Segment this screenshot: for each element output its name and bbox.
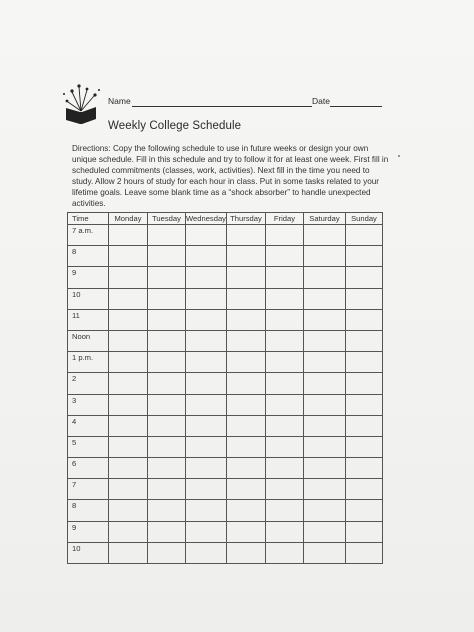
table-row bbox=[68, 352, 383, 373]
schedule-cell[interactable] bbox=[265, 479, 303, 500]
schedule-cell[interactable] bbox=[265, 373, 303, 394]
time-cell: 7 bbox=[68, 479, 109, 500]
schedule-cell[interactable] bbox=[109, 352, 148, 373]
schedule-cell[interactable] bbox=[345, 436, 382, 457]
schedule-cell[interactable] bbox=[226, 436, 265, 457]
table-row bbox=[68, 542, 383, 563]
schedule-cell[interactable] bbox=[109, 373, 148, 394]
schedule-cell[interactable] bbox=[148, 352, 186, 373]
time-cell: Noon bbox=[68, 330, 109, 351]
schedule-cell[interactable] bbox=[345, 330, 382, 351]
schedule-cell[interactable] bbox=[186, 309, 227, 330]
column-header-tuesday: Tuesday bbox=[148, 213, 186, 225]
schedule-cell[interactable] bbox=[186, 267, 227, 288]
schedule-cell[interactable] bbox=[226, 500, 265, 521]
schedule-cell[interactable] bbox=[226, 309, 265, 330]
schedule-cell[interactable] bbox=[186, 436, 227, 457]
schedule-cell[interactable] bbox=[148, 479, 186, 500]
schedule-cell[interactable] bbox=[186, 288, 227, 309]
schedule-cell[interactable] bbox=[303, 246, 345, 267]
schedule-cell[interactable] bbox=[148, 330, 186, 351]
schedule-cell[interactable] bbox=[109, 415, 148, 436]
schedule-cell[interactable] bbox=[303, 330, 345, 351]
time-cell: 10 bbox=[68, 288, 109, 309]
schedule-cell[interactable] bbox=[345, 415, 382, 436]
schedule-cell[interactable] bbox=[265, 330, 303, 351]
schedule-cell[interactable] bbox=[148, 225, 186, 246]
time-cell: 8 bbox=[68, 500, 109, 521]
page-title: Weekly College Schedule bbox=[108, 120, 242, 132]
schedule-cell[interactable] bbox=[303, 267, 345, 288]
schedule-cell[interactable] bbox=[303, 458, 345, 479]
schedule-cell[interactable] bbox=[186, 225, 227, 246]
table-row bbox=[68, 415, 383, 436]
schedule-cell[interactable] bbox=[109, 309, 148, 330]
schedule-cell[interactable] bbox=[148, 267, 186, 288]
time-cell: 9 bbox=[68, 267, 109, 288]
schedule-cell[interactable] bbox=[109, 394, 148, 415]
schedule-cell[interactable] bbox=[148, 436, 186, 457]
schedule-cell[interactable] bbox=[186, 373, 227, 394]
schedule-cell[interactable] bbox=[265, 521, 303, 542]
schedule-cell[interactable] bbox=[226, 458, 265, 479]
schedule-cell[interactable] bbox=[345, 373, 382, 394]
time-cell: 9 bbox=[68, 521, 109, 542]
schedule-cell[interactable] bbox=[186, 500, 227, 521]
schedule-cell[interactable] bbox=[226, 521, 265, 542]
schedule-cell[interactable] bbox=[303, 373, 345, 394]
schedule-cell[interactable] bbox=[345, 394, 382, 415]
table-row bbox=[68, 309, 383, 330]
schedule-cell[interactable] bbox=[109, 246, 148, 267]
schedule-cell[interactable] bbox=[303, 479, 345, 500]
column-header-monday: Monday bbox=[109, 213, 148, 225]
schedule-cell[interactable] bbox=[226, 330, 265, 351]
schedule-cell[interactable] bbox=[345, 288, 382, 309]
schedule-cell[interactable] bbox=[109, 225, 148, 246]
schedule-cell[interactable] bbox=[186, 458, 227, 479]
schedule-cell[interactable] bbox=[303, 521, 345, 542]
schedule-cell[interactable] bbox=[345, 458, 382, 479]
schedule-cell[interactable] bbox=[186, 246, 227, 267]
schedule-cell[interactable] bbox=[303, 225, 345, 246]
date-label: Date bbox=[312, 96, 330, 106]
schedule-cell[interactable] bbox=[186, 352, 227, 373]
schedule-cell[interactable] bbox=[186, 330, 227, 351]
schedule-cell[interactable] bbox=[226, 288, 265, 309]
table-row bbox=[68, 225, 383, 246]
schedule-cell[interactable] bbox=[226, 394, 265, 415]
schedule-cell[interactable] bbox=[265, 225, 303, 246]
schedule-cell[interactable] bbox=[265, 500, 303, 521]
time-cell: 11 bbox=[68, 309, 109, 330]
column-header-saturday: Saturday bbox=[303, 213, 345, 225]
weekly-schedule-table bbox=[67, 212, 383, 564]
directions-paragraph: Directions: Copy the following schedule to use in future weeks or design your own unique schedule. Fill in this schedule and try to follow it for at least one week. First fill in scheduled commitments (classes, work, activities). Next fill in the time you need to study. Allow 2 hours of study for each hour in class. Put in some tasks related to your lifetime goals. Leave some blank time as a “shock absorber” to handle unexpected activities. bbox=[72, 144, 389, 208]
name-label: Name bbox=[108, 96, 131, 106]
schedule-cell[interactable] bbox=[186, 415, 227, 436]
schedule-cell[interactable] bbox=[109, 479, 148, 500]
table-row bbox=[68, 394, 383, 415]
schedule-cell[interactable] bbox=[148, 521, 186, 542]
column-header-friday: Friday bbox=[265, 213, 303, 225]
schedule-cell[interactable] bbox=[186, 542, 227, 563]
schedule-cell[interactable] bbox=[345, 479, 382, 500]
schedule-cell[interactable] bbox=[303, 436, 345, 457]
schedule-cell[interactable] bbox=[109, 436, 148, 457]
schedule-cell[interactable] bbox=[303, 352, 345, 373]
schedule-cell[interactable] bbox=[303, 288, 345, 309]
schedule-cell[interactable] bbox=[265, 246, 303, 267]
schedule-cell[interactable] bbox=[303, 394, 345, 415]
schedule-cell[interactable] bbox=[345, 267, 382, 288]
schedule-cell[interactable] bbox=[109, 542, 148, 563]
schedule-cell[interactable] bbox=[303, 309, 345, 330]
schedule-cell[interactable] bbox=[345, 225, 382, 246]
schedule-cell[interactable] bbox=[226, 479, 265, 500]
schedule-cell[interactable] bbox=[265, 267, 303, 288]
schedule-cell[interactable] bbox=[265, 542, 303, 563]
table-row bbox=[68, 330, 383, 351]
time-cell: 1 p.m. bbox=[68, 352, 109, 373]
schedule-cell[interactable] bbox=[109, 267, 148, 288]
schedule-cell[interactable] bbox=[186, 521, 227, 542]
table-row bbox=[68, 479, 383, 500]
table-row bbox=[68, 500, 383, 521]
table-row bbox=[68, 458, 383, 479]
table-row bbox=[68, 436, 383, 457]
table-row bbox=[68, 267, 383, 288]
time-cell: 2 bbox=[68, 373, 109, 394]
schedule-cell[interactable] bbox=[303, 542, 345, 563]
schedule-cell[interactable] bbox=[109, 521, 148, 542]
schedule-cell[interactable] bbox=[345, 542, 382, 563]
column-header-wednesday: Wednesday bbox=[186, 214, 226, 223]
schedule-cell[interactable] bbox=[148, 542, 186, 563]
book-with-stars-icon bbox=[62, 82, 102, 126]
name-field-line[interactable] bbox=[132, 106, 312, 107]
time-cell: 8 bbox=[68, 246, 109, 267]
schedule-cell[interactable] bbox=[148, 288, 186, 309]
schedule-cell[interactable] bbox=[303, 415, 345, 436]
schedule-cell[interactable] bbox=[109, 288, 148, 309]
time-cell: 6 bbox=[68, 458, 109, 479]
time-cell: 4 bbox=[68, 415, 109, 436]
schedule-cell[interactable] bbox=[148, 373, 186, 394]
schedule-cell[interactable] bbox=[226, 246, 265, 267]
schedule-cell[interactable] bbox=[226, 225, 265, 246]
schedule-cell[interactable] bbox=[265, 352, 303, 373]
schedule-cell[interactable] bbox=[226, 415, 265, 436]
schedule-cell[interactable] bbox=[148, 394, 186, 415]
time-cell: 5 bbox=[68, 436, 109, 457]
schedule-cell[interactable] bbox=[345, 246, 382, 267]
schedule-cell[interactable] bbox=[148, 415, 186, 436]
schedule-cell[interactable] bbox=[226, 373, 265, 394]
schedule-cell[interactable] bbox=[265, 458, 303, 479]
schedule-cell[interactable] bbox=[186, 394, 227, 415]
schedule-cell[interactable] bbox=[345, 352, 382, 373]
schedule-cell[interactable] bbox=[345, 309, 382, 330]
table-row bbox=[68, 373, 383, 394]
paper-speck bbox=[398, 155, 400, 157]
time-cell: 7 a.m. bbox=[68, 225, 109, 246]
table-row bbox=[68, 246, 383, 267]
schedule-cell[interactable] bbox=[265, 415, 303, 436]
schedule-cell[interactable] bbox=[265, 436, 303, 457]
schedule-cell[interactable] bbox=[109, 330, 148, 351]
schedule-cell[interactable] bbox=[265, 288, 303, 309]
date-field-line[interactable] bbox=[330, 106, 382, 107]
schedule-cell[interactable] bbox=[345, 521, 382, 542]
time-cell: 3 bbox=[68, 394, 109, 415]
schedule-cell[interactable] bbox=[226, 542, 265, 563]
schedule-cell[interactable] bbox=[109, 500, 148, 521]
column-header-time: Time bbox=[68, 213, 109, 225]
schedule-cell[interactable] bbox=[148, 309, 186, 330]
table-header-row bbox=[68, 213, 383, 225]
schedule-cell[interactable] bbox=[148, 458, 186, 479]
time-cell: 10 bbox=[68, 542, 109, 563]
schedule-cell[interactable] bbox=[265, 394, 303, 415]
schedule-cell[interactable] bbox=[345, 500, 382, 521]
schedule-cell[interactable] bbox=[226, 352, 265, 373]
table-row bbox=[68, 288, 383, 309]
table-row bbox=[68, 521, 383, 542]
schedule-cell[interactable] bbox=[186, 479, 227, 500]
schedule-cell[interactable] bbox=[303, 500, 345, 521]
column-header-thursday: Thursday bbox=[226, 213, 265, 225]
schedule-cell[interactable] bbox=[226, 267, 265, 288]
column-header-sunday: Sunday bbox=[345, 213, 382, 225]
schedule-cell[interactable] bbox=[148, 500, 186, 521]
schedule-cell[interactable] bbox=[148, 246, 186, 267]
schedule-cell[interactable] bbox=[265, 309, 303, 330]
schedule-cell[interactable] bbox=[109, 458, 148, 479]
